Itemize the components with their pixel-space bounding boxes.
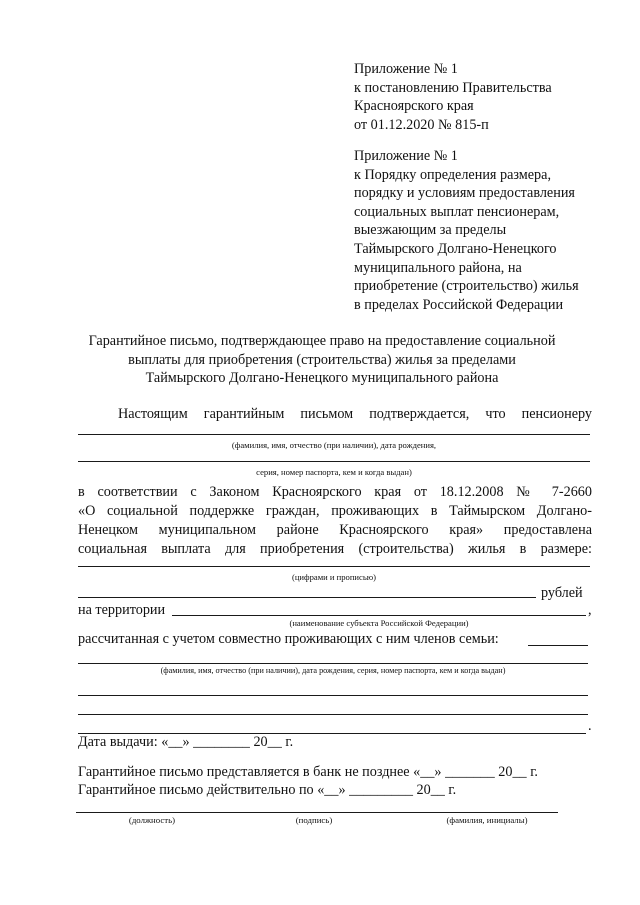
- family-period: .: [588, 718, 592, 734]
- valid-until: Гарантийное письмо действительно по «__» _________ 20__ г.: [78, 782, 457, 798]
- appendix-1-line: к постановлению Правительства: [354, 79, 552, 96]
- document-title: [62, 332, 582, 388]
- pensioner-passport-field[interactable]: [78, 461, 590, 462]
- caption-passport: серия, номер паспорта, кем и когда выдан): [256, 467, 412, 477]
- appendix-2-line: социальных выплат пенсионерам,: [354, 203, 560, 220]
- territory-comma: ,: [588, 602, 592, 618]
- amount-continued-field[interactable]: [78, 597, 536, 598]
- appendix-1-line: от 01.12.2020 № 815-п: [354, 116, 489, 133]
- appendix-2-line: к Порядку определения размера,: [354, 166, 551, 183]
- title-line: Таймырского Долгано-Ненецкого муниципального района: [145, 370, 499, 387]
- caption-region: (наименование субъекта Российской Федерации): [289, 618, 469, 628]
- issue-date: Дата выдачи: «__» ________ 20__ г.: [78, 734, 294, 750]
- paragraph-line: социальная выплата для приобретения (строительства) жилья в размере:: [78, 541, 592, 557]
- title-line: выплаты для приобретения (строительства) жилья за пределами: [128, 351, 516, 368]
- caption-position: (должность): [128, 815, 176, 825]
- appendix-2-header: [354, 147, 579, 314]
- region-field[interactable]: [172, 615, 586, 616]
- appendix-2-line: порядку и условиям предоставления: [354, 185, 575, 202]
- family-label: рассчитанная с учетом совместно проживающих с ним членов семьи:: [78, 631, 499, 647]
- appendix-1-line: Приложение № 1: [354, 61, 458, 77]
- family-member-field[interactable]: [78, 663, 588, 664]
- signature-line[interactable]: [76, 812, 558, 813]
- caption-sign: (подпись): [295, 815, 333, 825]
- appendix-2-line: выезжающим за пределы: [354, 222, 507, 239]
- appendix-2-line: Таймырского Долгано-Ненецкого: [354, 240, 557, 257]
- title-line: Гарантийное письмо, подтверждающее право на предоставление социальной: [88, 333, 556, 349]
- family-member-field[interactable]: [78, 695, 588, 696]
- caption-fio: (фамилия, имя, отчество (при наличии), дата рождения,: [231, 440, 437, 450]
- appendix-2-line: приобретение (строительство) жилья: [354, 278, 579, 295]
- caption-name: (фамилия, инициалы): [446, 815, 528, 825]
- appendix-2-line: в пределах Российской Федерации: [354, 296, 564, 313]
- paragraph-line: «О социальной поддержке граждан, проживающих в Таймырском Долгано-: [78, 503, 592, 519]
- family-member-field[interactable]: [78, 714, 588, 715]
- paragraph-line: Ненецком муниципальном районе Красноярского края» предоставлена: [78, 522, 592, 538]
- appendix-1-line: Красноярского края: [354, 98, 474, 115]
- family-field-short[interactable]: [528, 645, 588, 646]
- intro-text: Настоящим гарантийным письмом подтверждается, что пенсионеру: [118, 406, 592, 422]
- paragraph-line: в соответствии с Законом Красноярского края от 18.12.2008 № 7-2660: [78, 484, 592, 500]
- appendix-1-header: [354, 60, 552, 134]
- caption-amount: (цифрами и прописью): [291, 572, 377, 582]
- appendix-2-line: муниципального района, на: [354, 259, 522, 276]
- territory-label: на территории: [78, 602, 166, 618]
- caption-family: (фамилия, имя, отчество (при наличии), дата рождения, серия, номер паспорта, кем и когда выдан): [160, 666, 506, 675]
- appendix-2-line: Приложение № 1: [354, 148, 458, 164]
- bank-deadline: Гарантийное письмо представляется в банк не позднее «__» _______ 20__ г.: [78, 764, 538, 780]
- rubles-label: рублей: [541, 585, 583, 601]
- pensioner-name-field[interactable]: [78, 434, 590, 435]
- amount-field[interactable]: [78, 566, 590, 567]
